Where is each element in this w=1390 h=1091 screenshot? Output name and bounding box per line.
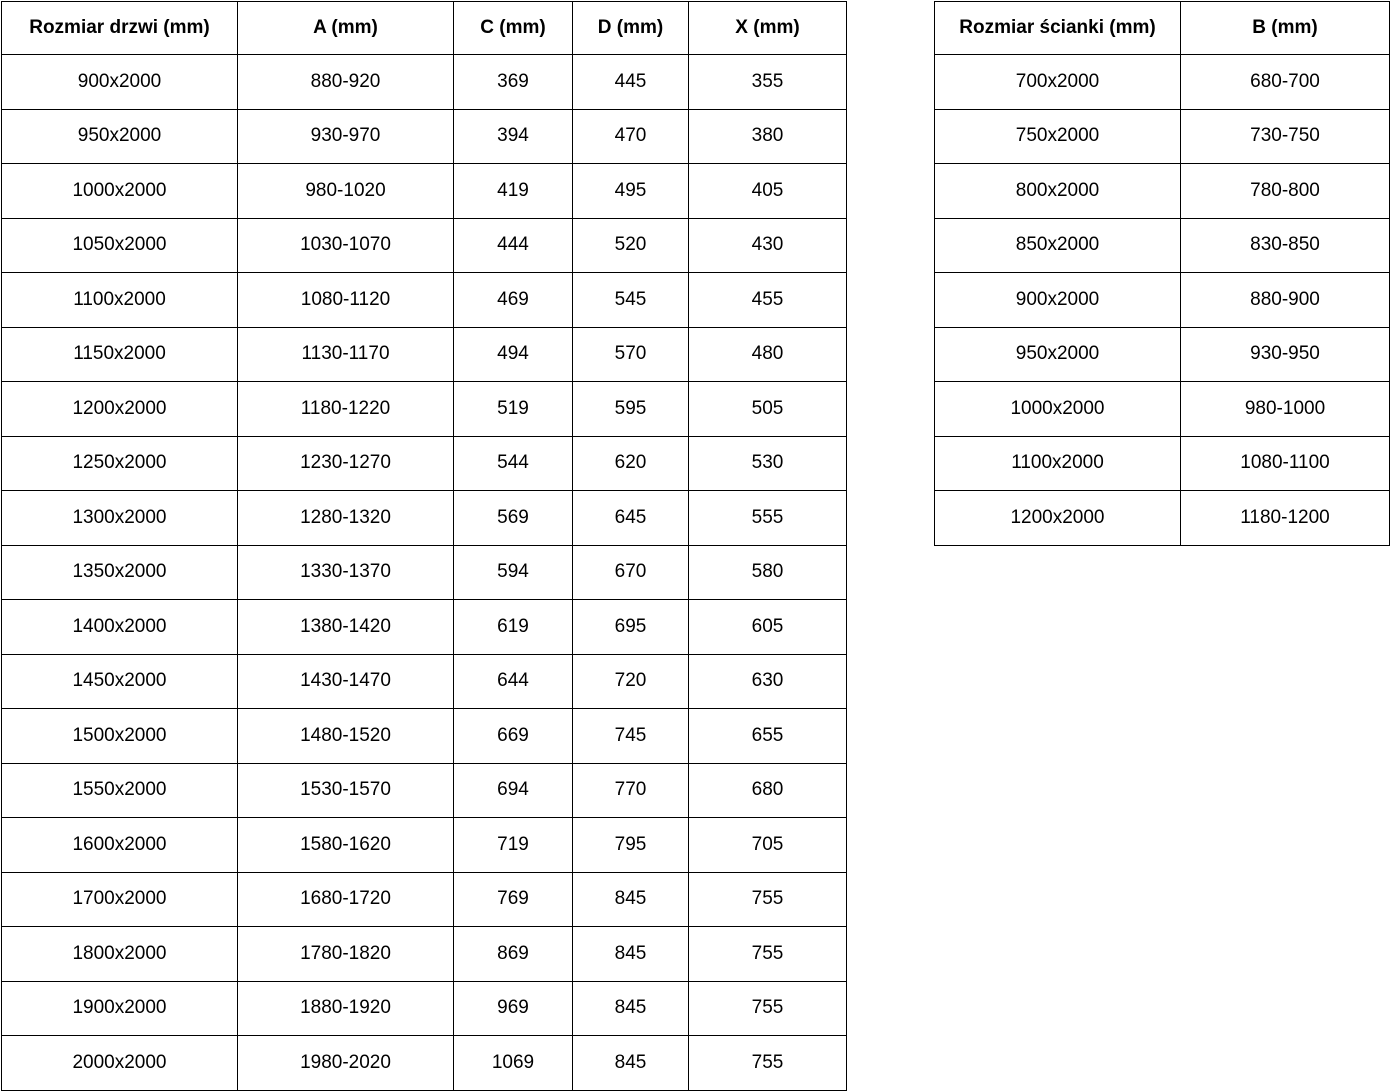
cell-b: 730-750 [1181, 109, 1390, 164]
cell-x: 405 [689, 164, 847, 219]
cell-d: 745 [573, 709, 689, 764]
cell-door-size: 900x2000 [2, 55, 238, 110]
cell-c: 669 [454, 709, 573, 764]
cell-a: 1330-1370 [238, 545, 454, 600]
cell-d: 445 [573, 55, 689, 110]
cell-wall-size: 1000x2000 [935, 382, 1181, 437]
cell-door-size: 1700x2000 [2, 872, 238, 927]
table-row [2, 872, 847, 927]
table-header-row [2, 2, 847, 55]
cell-b: 1080-1100 [1181, 436, 1390, 491]
cell-door-size: 1600x2000 [2, 818, 238, 873]
cell-x: 505 [689, 382, 847, 437]
cell-d: 645 [573, 491, 689, 546]
cell-c: 1069 [454, 1036, 573, 1091]
cell-x: 655 [689, 709, 847, 764]
cell-c: 519 [454, 382, 573, 437]
column-header-door-size: Rozmiar drzwi (mm) [2, 2, 238, 55]
cell-b: 880-900 [1181, 273, 1390, 328]
cell-d: 770 [573, 763, 689, 818]
table-row [2, 818, 847, 873]
cell-door-size: 1400x2000 [2, 600, 238, 655]
cell-x: 455 [689, 273, 847, 328]
table-row [2, 491, 847, 546]
column-header-c: C (mm) [454, 2, 573, 55]
cell-x: 605 [689, 600, 847, 655]
cell-a: 1980-2020 [238, 1036, 454, 1091]
cell-x: 630 [689, 654, 847, 709]
cell-door-size: 1900x2000 [2, 981, 238, 1036]
cell-b: 1180-1200 [1181, 491, 1390, 546]
cell-a: 1480-1520 [238, 709, 454, 764]
cell-c: 494 [454, 327, 573, 382]
cell-b: 980-1000 [1181, 382, 1390, 437]
cell-x: 555 [689, 491, 847, 546]
table-row [2, 164, 847, 219]
table-row [935, 273, 1390, 328]
cell-x: 755 [689, 927, 847, 982]
table-row [2, 218, 847, 273]
cell-door-size: 1250x2000 [2, 436, 238, 491]
cell-a: 1280-1320 [238, 491, 454, 546]
cell-door-size: 1800x2000 [2, 927, 238, 982]
cell-x: 755 [689, 981, 847, 1036]
cell-a: 1780-1820 [238, 927, 454, 982]
table-row [2, 1036, 847, 1091]
cell-c: 444 [454, 218, 573, 273]
cell-c: 969 [454, 981, 573, 1036]
cell-door-size: 1200x2000 [2, 382, 238, 437]
cell-c: 419 [454, 164, 573, 219]
cell-a: 1230-1270 [238, 436, 454, 491]
cell-d: 845 [573, 872, 689, 927]
wall-size-table [934, 1, 1390, 546]
cell-x: 430 [689, 218, 847, 273]
cell-wall-size: 800x2000 [935, 164, 1181, 219]
table-row [2, 600, 847, 655]
table-header-row [935, 2, 1390, 55]
cell-c: 369 [454, 55, 573, 110]
cell-d: 720 [573, 654, 689, 709]
door-size-table [1, 1, 847, 1091]
table-row [935, 55, 1390, 110]
cell-door-size: 1500x2000 [2, 709, 238, 764]
cell-d: 845 [573, 927, 689, 982]
cell-x: 755 [689, 1036, 847, 1091]
table-row [2, 763, 847, 818]
table-row [2, 327, 847, 382]
cell-a: 1430-1470 [238, 654, 454, 709]
cell-c: 719 [454, 818, 573, 873]
cell-b: 930-950 [1181, 327, 1390, 382]
cell-d: 795 [573, 818, 689, 873]
table-row [2, 654, 847, 709]
cell-door-size: 2000x2000 [2, 1036, 238, 1091]
cell-a: 1680-1720 [238, 872, 454, 927]
cell-a: 1180-1220 [238, 382, 454, 437]
cell-x: 755 [689, 872, 847, 927]
table-row [935, 327, 1390, 382]
cell-c: 544 [454, 436, 573, 491]
cell-a: 1530-1570 [238, 763, 454, 818]
cell-c: 619 [454, 600, 573, 655]
table-row [2, 382, 847, 437]
table-row [2, 981, 847, 1036]
table-row [935, 218, 1390, 273]
table-row [935, 109, 1390, 164]
cell-a: 1380-1420 [238, 600, 454, 655]
table-row [935, 436, 1390, 491]
table-row [935, 491, 1390, 546]
cell-x: 480 [689, 327, 847, 382]
cell-door-size: 1300x2000 [2, 491, 238, 546]
cell-a: 1030-1070 [238, 218, 454, 273]
table-row [2, 436, 847, 491]
cell-wall-size: 1200x2000 [935, 491, 1181, 546]
cell-c: 644 [454, 654, 573, 709]
cell-wall-size: 850x2000 [935, 218, 1181, 273]
table-row [2, 709, 847, 764]
cell-door-size: 1100x2000 [2, 273, 238, 328]
cell-c: 394 [454, 109, 573, 164]
cell-d: 470 [573, 109, 689, 164]
cell-a: 930-970 [238, 109, 454, 164]
cell-c: 694 [454, 763, 573, 818]
cell-x: 680 [689, 763, 847, 818]
cell-c: 769 [454, 872, 573, 927]
cell-door-size: 1350x2000 [2, 545, 238, 600]
cell-x: 580 [689, 545, 847, 600]
cell-door-size: 1150x2000 [2, 327, 238, 382]
cell-wall-size: 750x2000 [935, 109, 1181, 164]
cell-b: 680-700 [1181, 55, 1390, 110]
cell-a: 1880-1920 [238, 981, 454, 1036]
cell-door-size: 1550x2000 [2, 763, 238, 818]
table-row [2, 55, 847, 110]
table-row [2, 927, 847, 982]
cell-d: 620 [573, 436, 689, 491]
column-header-d: D (mm) [573, 2, 689, 55]
column-header-wall-size: Rozmiar ścianki (mm) [935, 2, 1181, 55]
column-header-a: A (mm) [238, 2, 454, 55]
cell-d: 595 [573, 382, 689, 437]
table-row [935, 382, 1390, 437]
cell-d: 520 [573, 218, 689, 273]
cell-door-size: 950x2000 [2, 109, 238, 164]
cell-x: 530 [689, 436, 847, 491]
cell-d: 545 [573, 273, 689, 328]
cell-x: 355 [689, 55, 847, 110]
cell-door-size: 1050x2000 [2, 218, 238, 273]
table-row [2, 545, 847, 600]
cell-c: 869 [454, 927, 573, 982]
cell-b: 830-850 [1181, 218, 1390, 273]
cell-a: 1130-1170 [238, 327, 454, 382]
cell-a: 980-1020 [238, 164, 454, 219]
cell-d: 845 [573, 1036, 689, 1091]
cell-wall-size: 700x2000 [935, 55, 1181, 110]
cell-wall-size: 900x2000 [935, 273, 1181, 328]
cell-d: 845 [573, 981, 689, 1036]
cell-door-size: 1450x2000 [2, 654, 238, 709]
cell-x: 380 [689, 109, 847, 164]
cell-d: 495 [573, 164, 689, 219]
cell-wall-size: 950x2000 [935, 327, 1181, 382]
cell-a: 880-920 [238, 55, 454, 110]
column-header-x: X (mm) [689, 2, 847, 55]
table-row [2, 273, 847, 328]
table-row [935, 164, 1390, 219]
table-row [2, 109, 847, 164]
cell-c: 469 [454, 273, 573, 328]
cell-a: 1580-1620 [238, 818, 454, 873]
cell-x: 705 [689, 818, 847, 873]
cell-b: 780-800 [1181, 164, 1390, 219]
cell-d: 695 [573, 600, 689, 655]
cell-wall-size: 1100x2000 [935, 436, 1181, 491]
cell-d: 570 [573, 327, 689, 382]
cell-c: 569 [454, 491, 573, 546]
cell-a: 1080-1120 [238, 273, 454, 328]
cell-d: 670 [573, 545, 689, 600]
cell-door-size: 1000x2000 [2, 164, 238, 219]
cell-c: 594 [454, 545, 573, 600]
column-header-b: B (mm) [1181, 2, 1390, 55]
